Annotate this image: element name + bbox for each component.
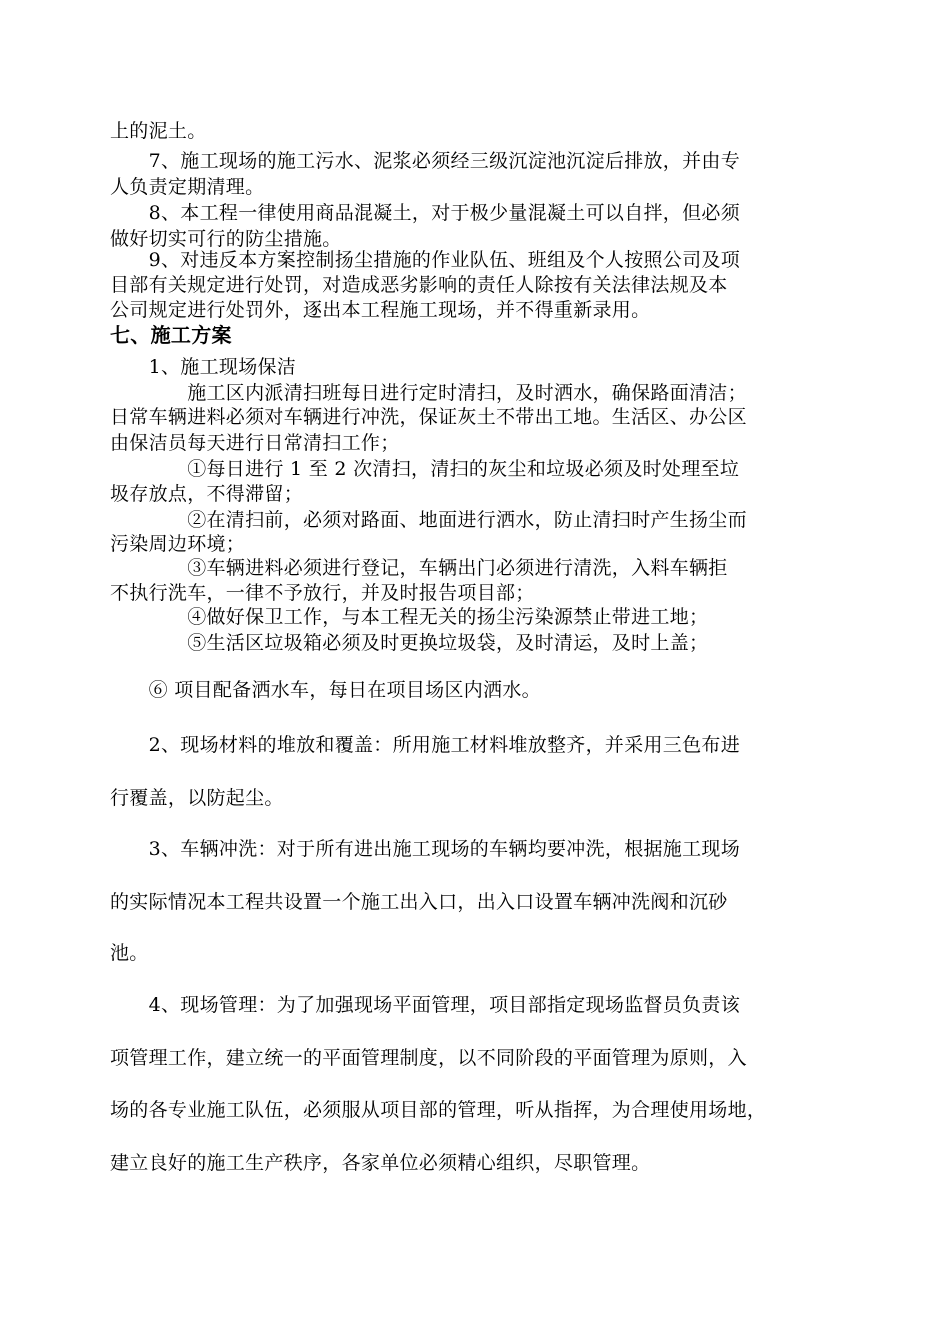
paragraph-line: 公司规定进行处罚外，逐出本工程施工现场，并不得重新录用。: [110, 299, 651, 321]
paragraph-line: 项管理工作，建立统一的平面管理制度，以不同阶段的平面管理为原则，入: [110, 1047, 747, 1069]
list-item-line: ⑥ 项目配备洒水车，每日在项目场区内洒水。: [110, 679, 541, 701]
list-item-line: 不执行洗车，一律不予放行，并及时报告项目部；: [110, 582, 535, 604]
paragraph-line: 池。: [110, 942, 149, 964]
paragraph-line: 施工区内派清扫班每日进行定时清扫，及时洒水，确保路面清洁；: [110, 382, 747, 404]
paragraph-line: 8、本工程一律使用商品混凝土，对于极少量混凝土可以自拌，但必须: [110, 202, 740, 224]
list-item-line: 污染周边环境；: [110, 533, 246, 555]
list-item-line: ③车辆进料必须进行登记，车辆出门必须进行清洗，入料车辆拒: [110, 557, 728, 579]
paragraph-line: 日常车辆进料必须对车辆进行冲洗，保证灰土不带出工地。生活区、办公区: [110, 406, 747, 428]
paragraph-line: 由保洁员每天进行日常清扫工作；: [110, 432, 400, 454]
paragraph-line: 3、车辆冲洗：对于所有进出施工现场的车辆均要冲洗，根据施工现场: [110, 838, 740, 860]
list-item-line: ⑤生活区垃圾箱必须及时更换垃圾袋，及时清运，及时上盖；: [110, 632, 709, 654]
paragraph-line: 7、施工现场的施工污水、泥浆必须经三级沉淀池沉淀后排放，并由专: [110, 150, 740, 172]
paragraph-line: 4、现场管理：为了加强现场平面管理，项目部指定现场监督员负责该: [110, 994, 740, 1016]
paragraph-line: 做好切实可行的防尘措施。: [110, 228, 342, 250]
paragraph-line: 上的泥土。: [110, 120, 207, 142]
paragraph-line: 行覆盖，以防起尘。: [110, 787, 284, 809]
paragraph-line: 目部有关规定进行处罚，对造成恶劣影响的责任人除按有关法律法规及本: [110, 274, 728, 296]
paragraph-line: 场的各专业施工队伍，必须服从项目部的管理，听从指挥，为合理使用场地，: [110, 1099, 767, 1121]
list-item-line: ①每日进行 1 至 2 次清扫，清扫的灰尘和垃圾必须及时处理至垃: [110, 458, 740, 480]
section-heading: 七、施工方案: [110, 323, 232, 347]
list-item-line: ④做好保卫工作，与本工程无关的扬尘污染源禁止带进工地；: [110, 606, 709, 628]
paragraph-line: 建立良好的施工生产秩序，各家单位必须精心组织，尽职管理。: [110, 1152, 651, 1174]
list-item-line: 圾存放点，不得滞留；: [110, 483, 304, 505]
paragraph-line: 的实际情况本工程共设置一个施工出入口，出入口设置车辆冲洗阀和沉砂: [110, 891, 728, 913]
paragraph-line: 人负责定期清理。: [110, 176, 265, 198]
subsection-title: 1、施工现场保洁: [110, 356, 297, 378]
list-item-line: ②在清扫前，必须对路面、地面进行洒水，防止清扫时产生扬尘而: [110, 509, 747, 531]
paragraph-line: 9、对违反本方案控制扬尘措施的作业队伍、班组及个人按照公司及项: [110, 249, 740, 271]
paragraph-line: 2、现场材料的堆放和覆盖：所用施工材料堆放整齐，并采用三色布进: [110, 734, 740, 756]
